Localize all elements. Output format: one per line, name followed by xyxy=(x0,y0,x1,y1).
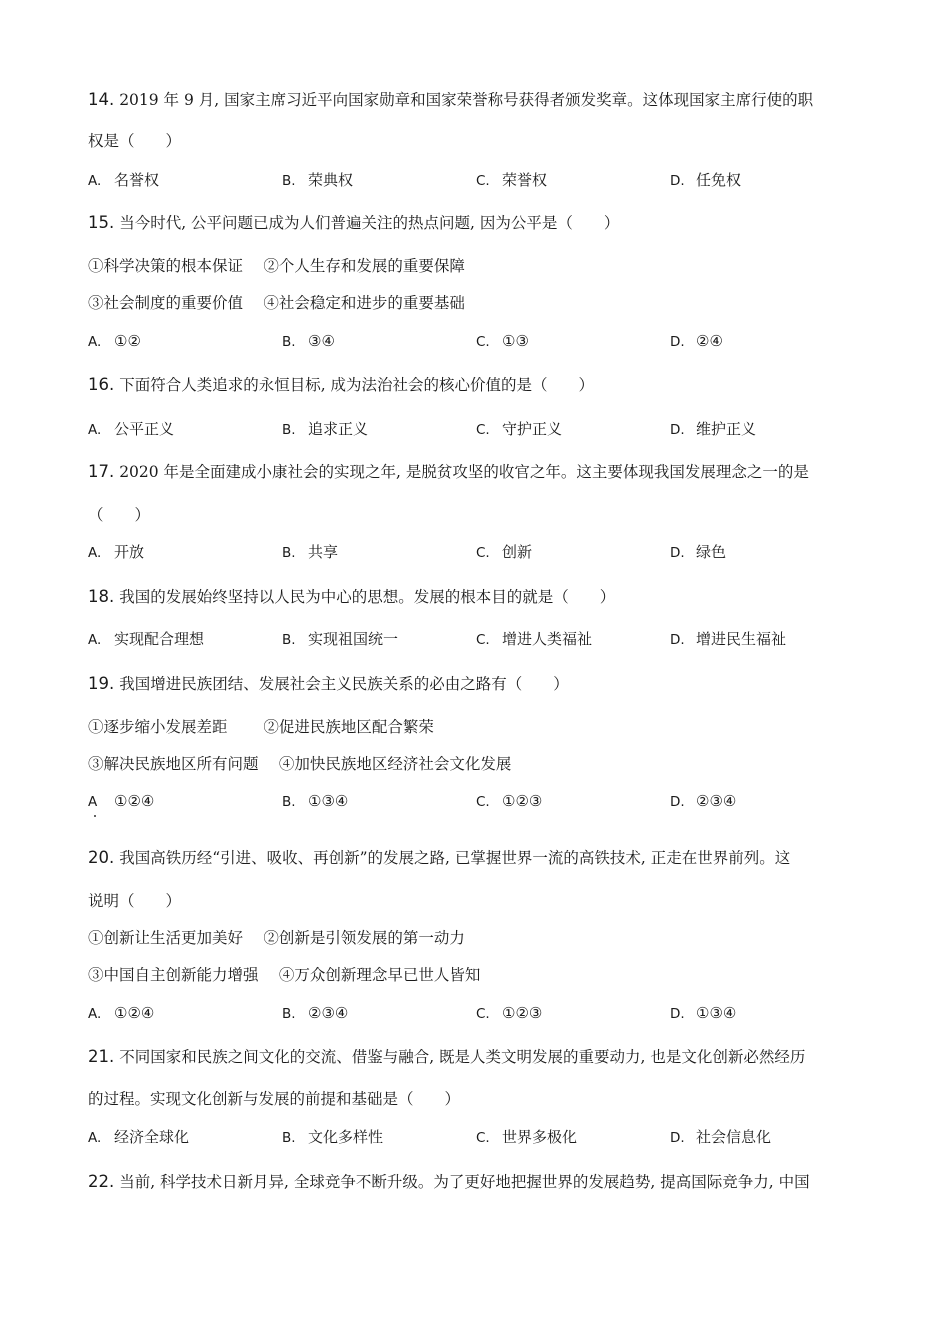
option-text: 实现祖国统一 xyxy=(308,630,399,648)
option-letter: B. xyxy=(282,1006,296,1022)
answer-option[interactable] xyxy=(476,331,529,352)
answer-option[interactable] xyxy=(670,629,786,650)
question-text: 2020 年是全面建成小康社会的实现之年, 是脱贫攻坚的收官之年。这主要体现我国发展理念之一的是 xyxy=(119,463,809,481)
question-stem-line xyxy=(88,90,813,110)
question-number: 18. xyxy=(88,587,115,606)
option-letter: B. xyxy=(282,334,296,350)
answer-option[interactable] xyxy=(88,791,154,812)
option-letter: B. xyxy=(282,545,296,561)
answer-option[interactable] xyxy=(282,1127,383,1148)
answer-option[interactable] xyxy=(282,542,338,563)
answer-option[interactable] xyxy=(670,791,736,812)
question-text: （ ） xyxy=(88,506,151,524)
option-letter: B. xyxy=(282,173,296,189)
option-text: ①③④ xyxy=(308,792,349,810)
answer-option[interactable] xyxy=(282,629,398,650)
option-text: ①② xyxy=(114,332,141,350)
question-stem-line xyxy=(88,505,150,525)
option-letter: A. xyxy=(88,632,102,648)
answer-option[interactable] xyxy=(476,1127,577,1148)
answer-option[interactable] xyxy=(476,629,592,650)
option-letter: C. xyxy=(476,1006,490,1022)
question-text: 当今时代, 公平问题已成为人们普遍关注的热点问题, 因为公平是（ ） xyxy=(119,214,620,232)
answer-option[interactable] xyxy=(670,331,723,352)
answer-option[interactable] xyxy=(88,331,141,352)
option-text: 维护正义 xyxy=(696,420,757,438)
option-text: 社会信息化 xyxy=(696,1128,772,1146)
answer-option[interactable] xyxy=(88,629,204,650)
answer-option[interactable] xyxy=(88,1003,154,1024)
answer-option[interactable] xyxy=(670,1127,771,1148)
question-stem-line xyxy=(88,213,619,233)
answer-option[interactable] xyxy=(670,1003,736,1024)
option-text: 增进民生福祉 xyxy=(696,630,787,648)
statement-line: ③解决民族地区所有问题 ④加快民族地区经济社会文化发展 xyxy=(88,755,512,773)
question-stem-line xyxy=(88,674,569,694)
statement-line: ①创新让生活更加美好 ②创新是引领发展的第一动力 xyxy=(88,929,465,947)
answer-options xyxy=(0,331,950,351)
question-number: 14. xyxy=(88,90,115,109)
option-text: 增进人类福祉 xyxy=(502,630,593,648)
option-text: ②③④ xyxy=(308,1004,349,1022)
question-stem-line xyxy=(88,891,181,911)
option-text: ②④ xyxy=(696,332,723,350)
question-text: 的过程。实现文化创新与发展的前提和基础是（ ） xyxy=(88,1090,461,1108)
option-text: 公平正义 xyxy=(114,420,175,438)
option-letter: C. xyxy=(476,545,490,561)
answer-options xyxy=(0,629,950,649)
answer-option[interactable] xyxy=(88,419,174,440)
question-stem-line xyxy=(88,1047,805,1067)
option-letter: B. xyxy=(282,632,296,648)
option-text: ②③④ xyxy=(696,792,737,810)
option-text: 荣典权 xyxy=(308,171,354,189)
option-text: 实现配合理想 xyxy=(114,630,205,648)
option-text: 名誉权 xyxy=(114,171,160,189)
option-text: 荣誉权 xyxy=(502,171,548,189)
answer-option[interactable] xyxy=(88,1127,189,1148)
question-number: 16. xyxy=(88,375,115,394)
option-text: ①②④ xyxy=(114,792,155,810)
question-stem-line xyxy=(88,1172,810,1192)
option-letter: A. xyxy=(88,422,102,438)
option-letter: C. xyxy=(476,173,490,189)
option-letter: A. xyxy=(88,334,102,350)
question-stem-line xyxy=(88,375,594,395)
option-text: 守护正义 xyxy=(502,420,563,438)
option-text: ①③ xyxy=(502,332,529,350)
answer-options xyxy=(0,542,950,562)
stray-mark xyxy=(94,815,96,817)
answer-options xyxy=(0,1003,950,1023)
option-text: 绿色 xyxy=(696,543,727,561)
option-letter: C. xyxy=(476,632,490,648)
question-text: 不同国家和民族之间文化的交流、借鉴与融合, 既是人类文明发展的重要动力, 也是文化创新必然经历 xyxy=(119,1048,806,1066)
answer-option[interactable] xyxy=(88,542,144,563)
option-text: ①②③ xyxy=(502,1004,543,1022)
answer-option[interactable] xyxy=(282,791,348,812)
question-number: 19. xyxy=(88,674,115,693)
option-letter: C. xyxy=(476,794,490,810)
answer-option[interactable] xyxy=(476,1003,542,1024)
question-stem-line xyxy=(88,131,181,151)
question-stem-line xyxy=(88,848,790,868)
option-text: 世界多极化 xyxy=(502,1128,578,1146)
answer-option[interactable] xyxy=(282,1003,348,1024)
question-number: 15. xyxy=(88,213,115,232)
option-text: ①②③ xyxy=(502,792,543,810)
answer-options xyxy=(0,170,950,190)
answer-option[interactable] xyxy=(670,170,741,191)
answer-option[interactable] xyxy=(88,170,159,191)
option-letter: B. xyxy=(282,794,296,810)
answer-option[interactable] xyxy=(476,542,532,563)
statement-line: ①逐步缩小发展差距 ②促进民族地区配合繁荣 xyxy=(88,718,434,736)
question-number: 22. xyxy=(88,1172,115,1191)
question-text: 权是（ ） xyxy=(88,132,182,150)
question-number: 20. xyxy=(88,848,115,867)
question-text: 我国高铁历经“引进、吸收、再创新”的发展之路, 已掌握世界一流的高铁技术, 正走在世界前列。这 xyxy=(119,849,791,867)
option-letter: D. xyxy=(670,794,685,810)
option-letter: D. xyxy=(670,632,685,648)
option-text: ①②④ xyxy=(114,1004,155,1022)
answer-option[interactable] xyxy=(282,170,353,191)
question-number: 21. xyxy=(88,1047,115,1066)
statement-line: ③社会制度的重要价值 ④社会稳定和进步的重要基础 xyxy=(88,294,465,312)
option-text: 共享 xyxy=(308,543,339,561)
answer-option[interactable] xyxy=(670,419,756,440)
option-letter: C. xyxy=(476,422,490,438)
option-letter: D. xyxy=(670,334,685,350)
question-stem-line xyxy=(88,1089,460,1109)
option-text: 开放 xyxy=(114,543,145,561)
option-letter: B. xyxy=(282,1130,296,1146)
option-letter: D. xyxy=(670,545,685,561)
answer-options xyxy=(0,1127,950,1147)
option-letter: C. xyxy=(476,1130,490,1146)
answer-option[interactable] xyxy=(670,542,726,563)
option-letter: D. xyxy=(670,173,685,189)
option-letter: A. xyxy=(88,1130,102,1146)
question-stem-line xyxy=(88,587,615,607)
option-letter: C. xyxy=(476,334,490,350)
option-letter: D. xyxy=(670,1006,685,1022)
option-text: 经济全球化 xyxy=(114,1128,190,1146)
option-text: ①③④ xyxy=(696,1004,737,1022)
option-letter: B. xyxy=(282,422,296,438)
option-text: ③④ xyxy=(308,332,335,350)
question-number: 17. xyxy=(88,462,115,481)
option-letter: D. xyxy=(670,1130,685,1146)
answer-option[interactable] xyxy=(282,419,368,440)
option-text: 创新 xyxy=(502,543,533,561)
answer-option[interactable] xyxy=(282,331,335,352)
statement-line: ③中国自主创新能力增强 ④万众创新理念早已世人皆知 xyxy=(88,966,481,984)
answer-option[interactable] xyxy=(476,419,562,440)
statement-line: ①科学决策的根本保证 ②个人生存和发展的重要保障 xyxy=(88,257,465,275)
question-text: 下面符合人类追求的永恒目标, 成为法治社会的核心价值的是（ ） xyxy=(119,376,595,394)
answer-option[interactable] xyxy=(476,170,547,191)
option-letter: A. xyxy=(88,545,102,561)
answer-option[interactable] xyxy=(476,791,542,812)
option-letter: A. xyxy=(88,1006,102,1022)
question-stem-line xyxy=(88,462,809,482)
option-letter: D. xyxy=(670,422,685,438)
question-text: 2019 年 9 月, 国家主席习近平向国家勋章和国家荣誉称号获得者颁发奖章。这体现国家主席行使的职 xyxy=(119,91,814,109)
question-text: 我国的发展始终坚持以人民为中心的思想。发展的根本目的就是（ ） xyxy=(119,588,616,606)
question-text: 说明（ ） xyxy=(88,892,182,910)
option-letter: A. xyxy=(88,173,102,189)
answer-options xyxy=(0,791,950,811)
question-text: 当前, 科学技术日新月异, 全球竞争不断升级。为了更好地把握世界的发展趋势, 提高国际竞争力, 中国 xyxy=(119,1173,810,1191)
question-text: 我国增进民族团结、发展社会主义民族关系的必由之路有（ ） xyxy=(119,675,569,693)
option-text: 文化多样性 xyxy=(308,1128,384,1146)
option-letter: A xyxy=(88,794,98,810)
option-text: 任免权 xyxy=(696,171,742,189)
option-text: 追求正义 xyxy=(308,420,369,438)
answer-options xyxy=(0,419,950,439)
